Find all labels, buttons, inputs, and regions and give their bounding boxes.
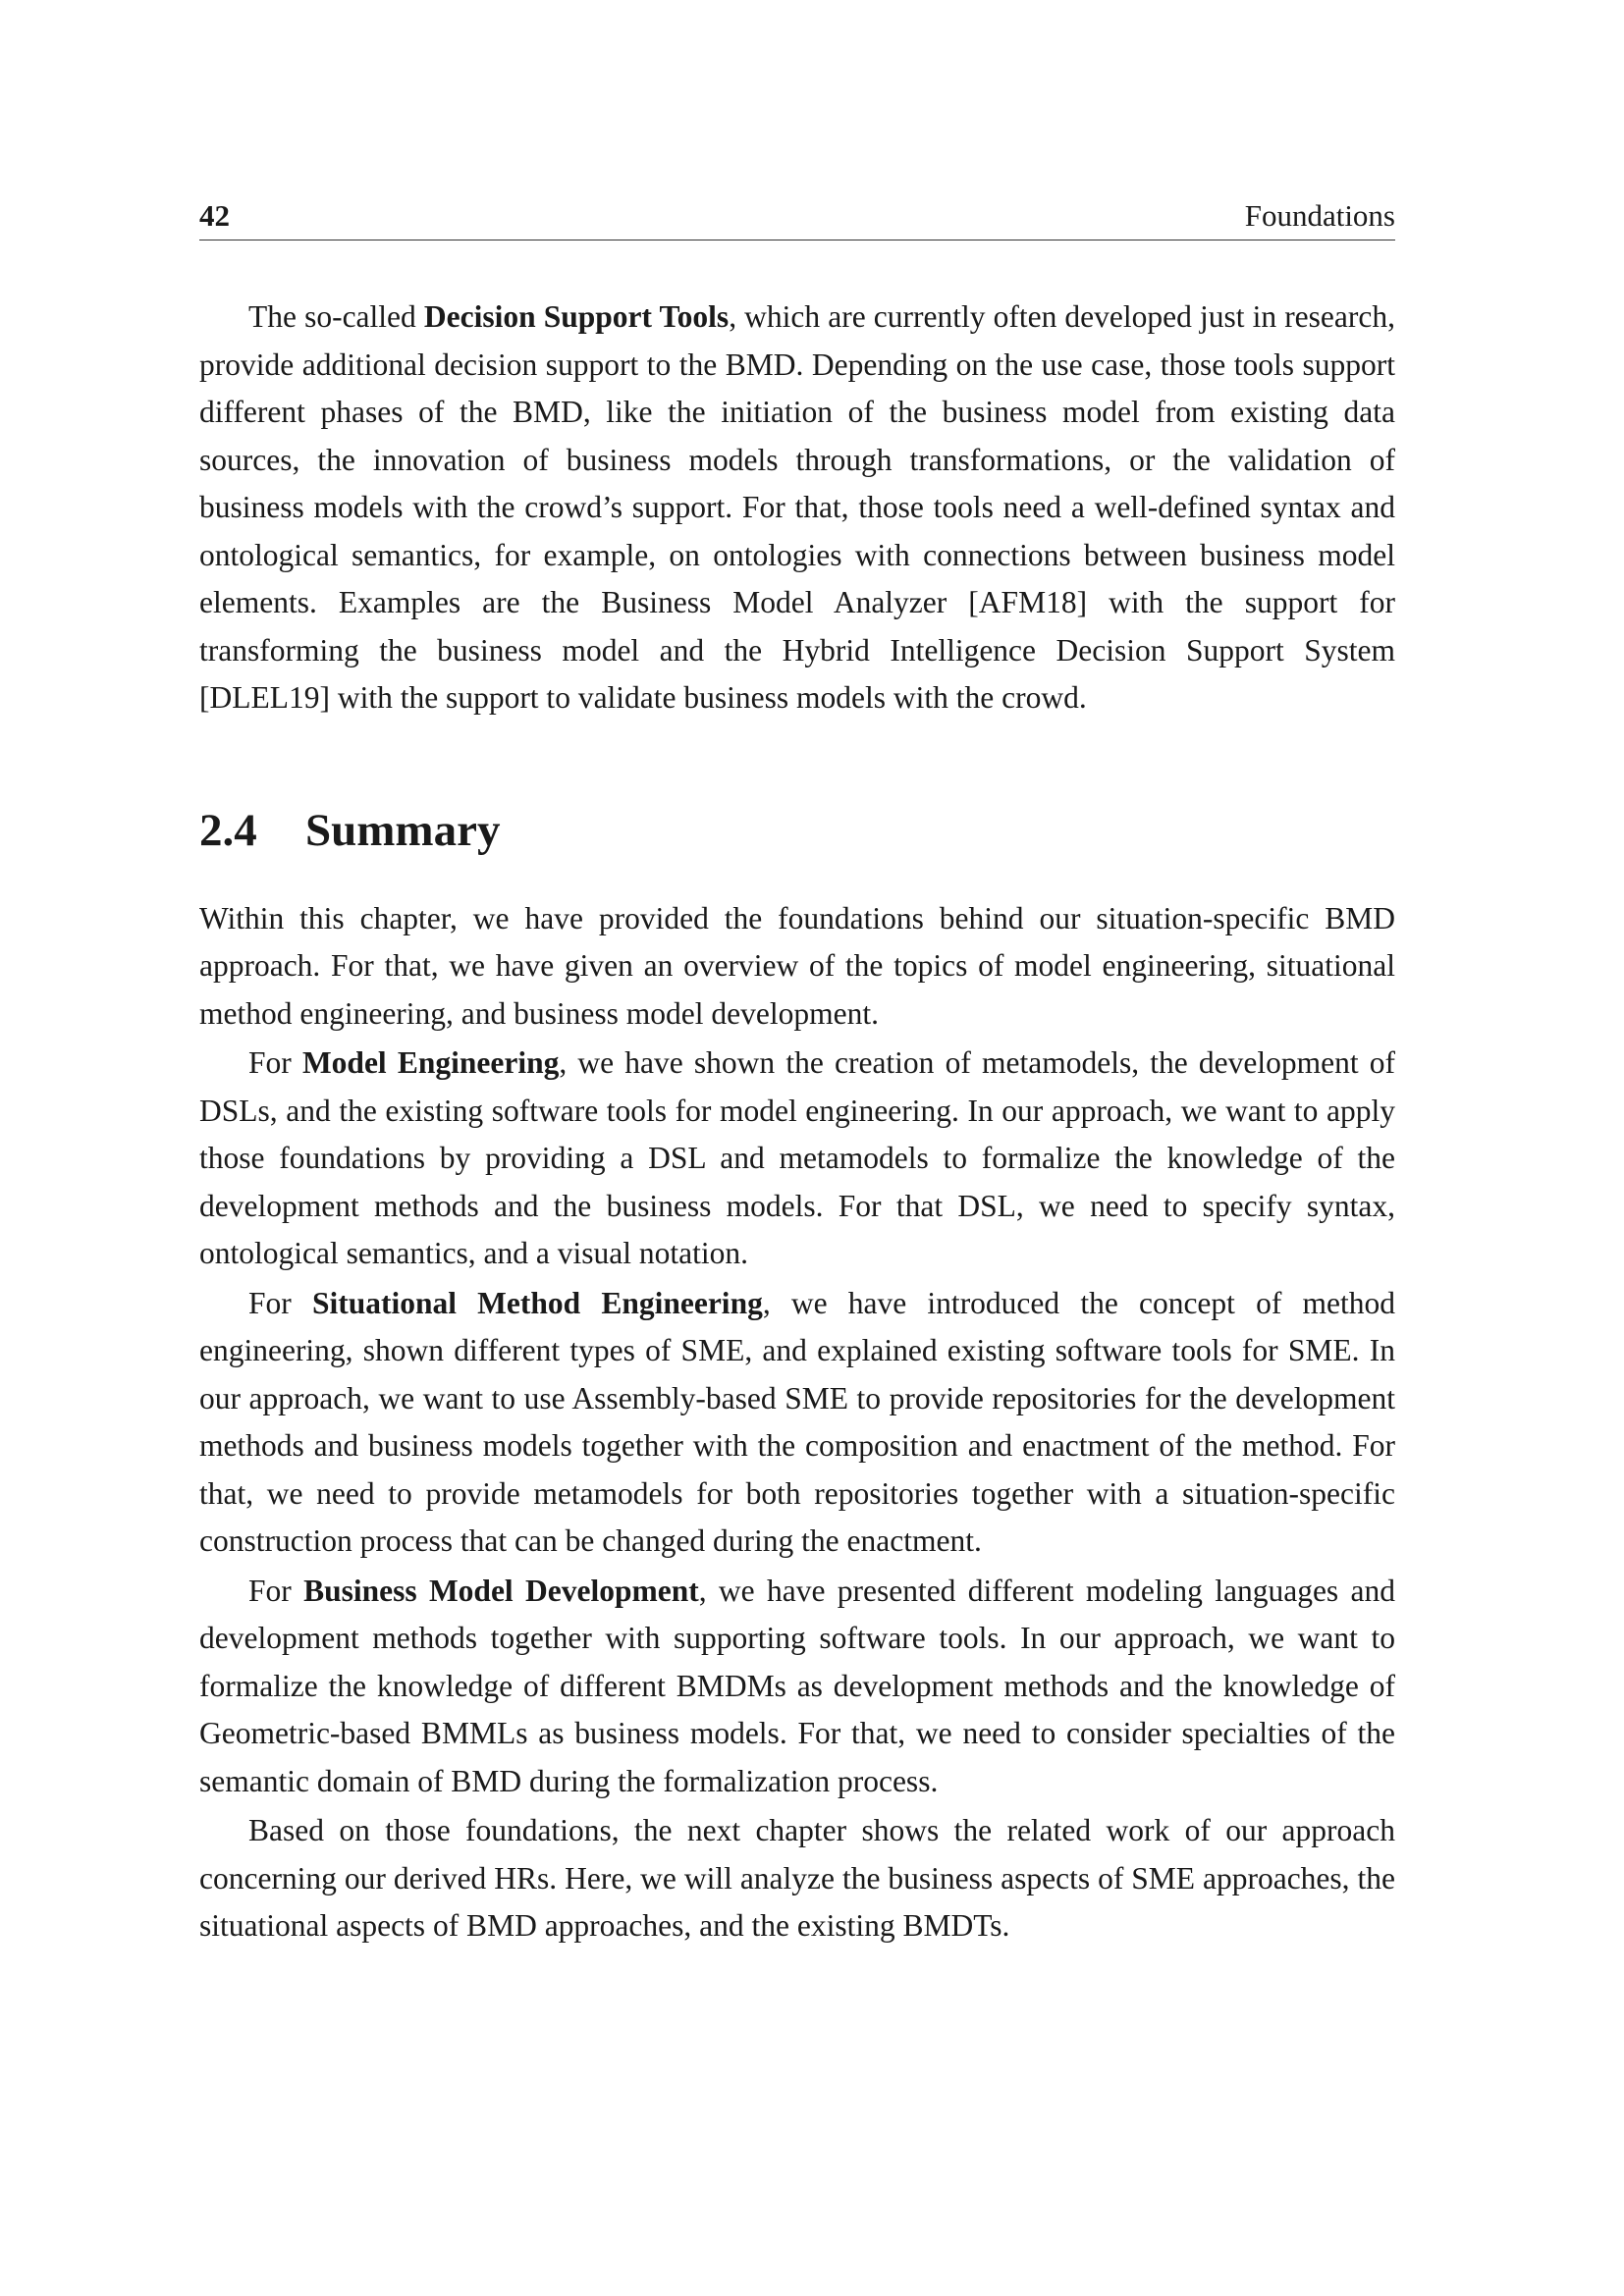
body-text <box>199 294 1395 1950</box>
summary-paragraph-model-engineering <box>199 1040 1395 1278</box>
summary-paragraph-outlook: Based on those foundations, the next chapter shows the related work of our approach concerning our derived HRs. Here, we will analyze the business aspects of SME approaches, the situational aspects of BMD approaches, and the existing BMDTs. <box>199 1813 1395 1943</box>
term-decision-support-tools: Decision Support Tools <box>423 299 730 334</box>
p2-rest: , we have shown the creation of metamodels, the development of DSLs, and the existing software tools for model engineering. In our approach, we want to apply those foundations by providing a DSL and metamodels to formalize the knowledge of the development methods and the business models. For that DSL, we need to specify syntax, ontological semantics, and a visual notation. <box>199 1045 1396 1270</box>
summary-paragraph-sme <box>199 1280 1395 1566</box>
term-business-model-development: Business Model Development <box>303 1573 699 1608</box>
p4-rest: , we have presented different modeling languages and development methods together with supporting software tools. In our approach, we want to formalize the knowledge of different BMDMs as development methods and the knowledge of Geometric-based BMMLs as business models. For that, we need to consider specialties of the semantic domain of BMD during the formalization process. <box>199 1573 1395 1798</box>
term-model-engineering: Model Engineering <box>301 1045 560 1080</box>
p2-lead: For <box>248 1045 302 1080</box>
summary-paragraph-bmd <box>199 1568 1395 1806</box>
running-header <box>199 196 1395 240</box>
section-heading <box>199 803 1395 858</box>
summary-block <box>199 895 1395 1950</box>
section-number: 2.4 <box>199 804 257 856</box>
intro-rest: , which are currently often developed just in research, provide additional decision support to the BMD. Depending on the use case, those tools support different phases of the BMD, like the initiation of the business model from existing data sources, the innovation of business models through transformations, or the validation of business models with the crowd’s support. For that, those tools need a well-defined syntax and ontological semantics, for example, on ontologies with connections between business model elements. Examples are the Business Model Analyzer [AFM18] with the support for transforming the business model and the Hybrid Intelligence Decision Support System [DLEL19] with the support to validate business models with the crowd. <box>199 299 1395 715</box>
page <box>199 196 1395 1950</box>
term-situational-method-engineering: Situational Method Engineering <box>311 1285 763 1320</box>
p3-rest: , we have introduced the concept of method engineering, shown different types of SME, and explained existing software tools for SME. In our approach, we want to use Assembly-based SME to provide repositories for the development methods and business models together with the composition and enactment of the method. For that, we need to provide metamodels for both repositories together with a situation-specific construction process that can be changed during the enactment. <box>199 1285 1395 1558</box>
page-number: 42 <box>199 198 230 233</box>
section-title: Summary <box>305 804 501 856</box>
summary-paragraph-1: Within this chapter, we have provided the foundations behind our situation-specific BMD approach. For that, we have given an overview of the topics of model engineering, situational method engineering, and business model development. <box>199 900 1395 1031</box>
running-title: Foundations <box>1244 198 1395 233</box>
p4-lead: For <box>248 1573 304 1608</box>
intro-paragraph <box>199 294 1395 722</box>
p3-lead: For <box>248 1285 312 1320</box>
intro-lead: The so-called <box>248 299 424 334</box>
